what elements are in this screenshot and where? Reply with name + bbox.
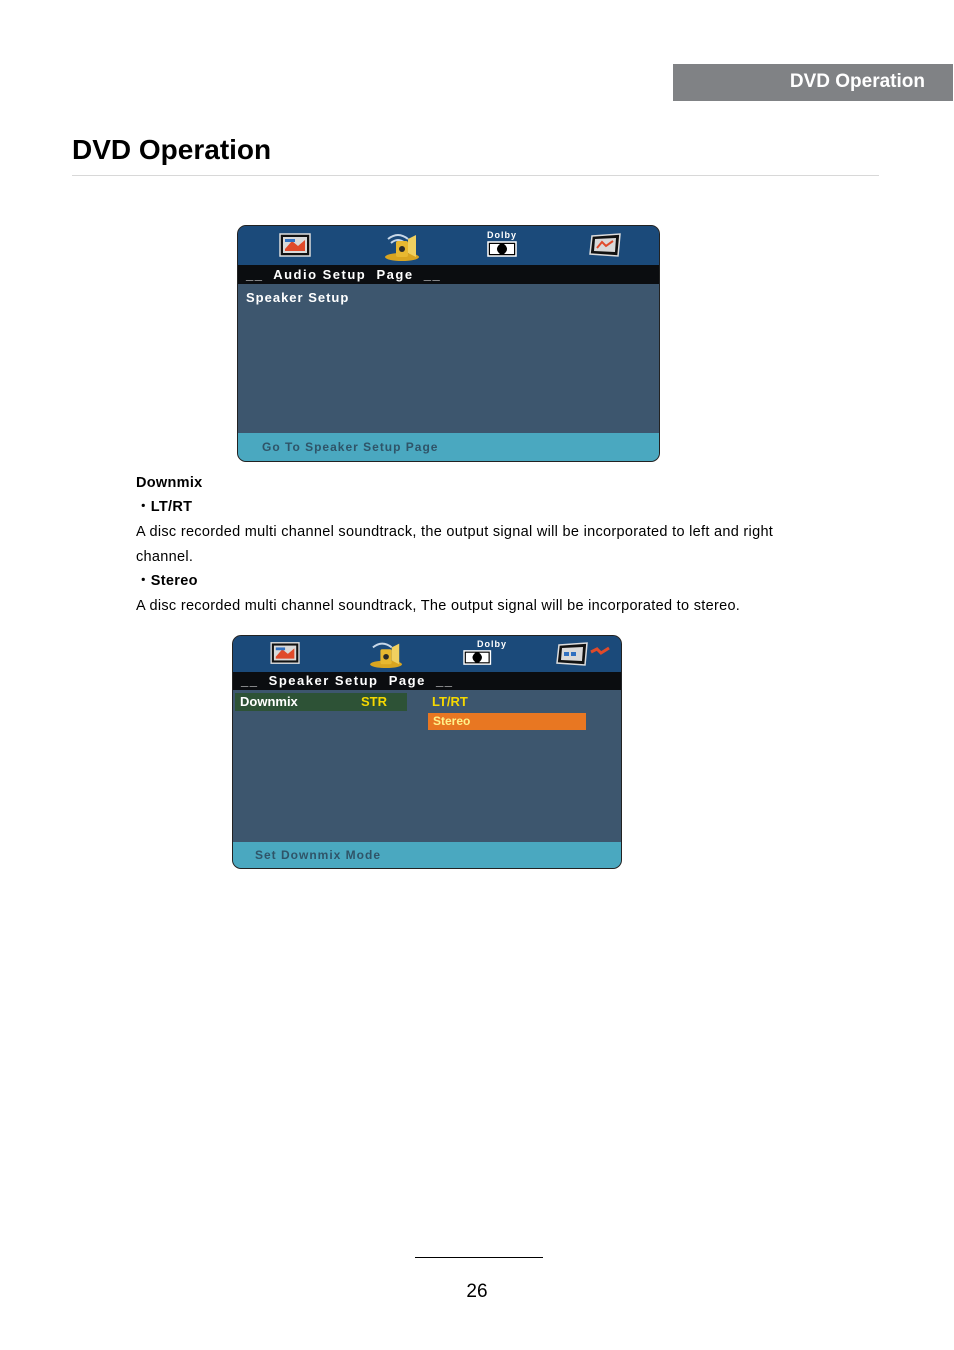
- audio-setup-icon[interactable]: [382, 229, 424, 262]
- stereo-description: A disc recorded multi channel soundtrack, The output signal will be incorporated to stereo.: [136, 598, 741, 614]
- status-bar: Set Downmix Mode: [233, 842, 621, 868]
- page-title: DVD Operation: [72, 134, 272, 165]
- footer-divider: [415, 1257, 543, 1258]
- preference-setup-icon[interactable]: [555, 640, 613, 668]
- stereo-heading: ・Stereo: [136, 573, 198, 589]
- ltrt-heading: ・LT/RT: [136, 499, 193, 515]
- dolby-label: Dolby: [486, 230, 517, 240]
- downmix-heading: Downmix: [136, 475, 203, 491]
- title-divider: [72, 175, 879, 176]
- speaker-setup-screen: [232, 635, 622, 869]
- downmix-setting-row[interactable]: [235, 693, 407, 711]
- audio-setup-screen: [237, 225, 660, 462]
- audio-setup-icon[interactable]: [367, 638, 407, 669]
- ltrt-description-line2: channel.: [136, 549, 194, 565]
- ltrt-description-line1: A disc recorded multi channel soundtrack, the output signal will be incorporated to left and right: [136, 524, 774, 540]
- speaker-setup-menu-item[interactable]: Speaker Setup: [246, 290, 350, 305]
- page-number: 26: [466, 1281, 488, 1302]
- setup-icon-bar: [233, 636, 621, 672]
- dolby-setup-icon[interactable]: [482, 230, 522, 262]
- downmix-option-stereo[interactable]: Stereo: [428, 713, 586, 730]
- downmix-label: Downmix: [240, 694, 298, 709]
- section-header-tab: DVD Operation: [673, 64, 953, 101]
- downmix-option-ltrt[interactable]: LT/RT: [432, 694, 468, 709]
- dolby-logo-icon: [461, 649, 501, 666]
- downmix-current-value: STR: [361, 694, 387, 709]
- setup-icon-bar: [238, 226, 659, 265]
- preference-setup-icon[interactable]: [588, 232, 624, 258]
- status-bar: Go To Speaker Setup Page: [238, 433, 659, 461]
- screen-title-bar: __ Audio Setup Page __: [238, 265, 659, 284]
- dolby-logo-icon: [482, 240, 522, 258]
- dolby-label: Dolby: [477, 639, 508, 649]
- general-setup-icon[interactable]: [278, 231, 314, 259]
- dolby-setup-icon[interactable]: [461, 639, 508, 669]
- general-setup-icon[interactable]: [269, 640, 303, 666]
- screen-title-bar: __ Speaker Setup Page __: [233, 672, 621, 690]
